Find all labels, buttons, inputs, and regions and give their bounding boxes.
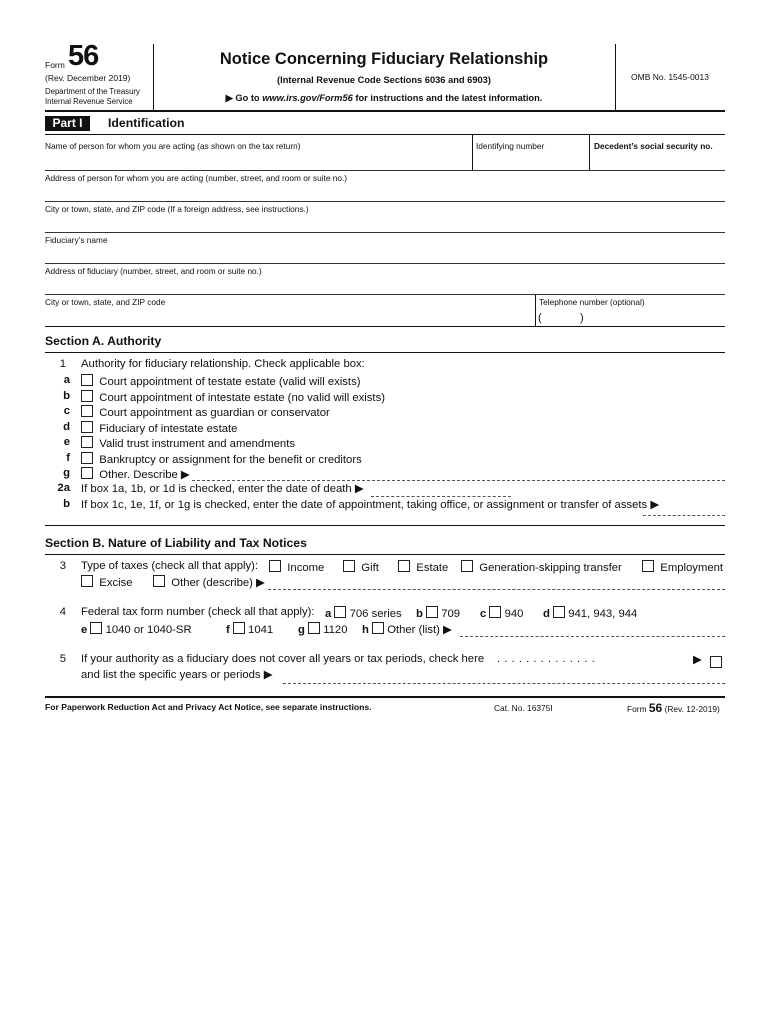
line-1f-letter: f bbox=[66, 451, 70, 464]
form-709-option bbox=[416, 606, 460, 620]
gst-checkbox[interactable] bbox=[461, 560, 473, 572]
form-940-option bbox=[480, 606, 523, 620]
city-input[interactable] bbox=[45, 213, 725, 231]
phone-open-paren: ( bbox=[538, 312, 542, 324]
line-1d-letter: d bbox=[63, 420, 70, 433]
form-709-label: 709 bbox=[441, 608, 461, 620]
excise-option bbox=[81, 575, 133, 589]
goto-prefix: ▶ Go to bbox=[225, 93, 263, 103]
employment-label: Employment bbox=[660, 562, 724, 574]
form-1120-option bbox=[298, 622, 347, 636]
authority-f-label: Bankruptcy or assignment for the benefit or creditors bbox=[99, 453, 362, 466]
line-1-number: 1 bbox=[59, 358, 66, 370]
section-b-title: Section B. Nature of Liability and Tax Notices bbox=[45, 536, 307, 550]
form-941-option bbox=[543, 606, 637, 620]
authority-option-a bbox=[81, 374, 360, 388]
employment-option bbox=[642, 560, 723, 574]
authority-option-f bbox=[81, 452, 362, 466]
telephone-label: Telephone number (optional) bbox=[539, 297, 645, 307]
address-row-rule bbox=[45, 201, 725, 202]
other-form-list-input[interactable] bbox=[460, 624, 725, 637]
phone-area-code-input[interactable] bbox=[545, 308, 578, 325]
other-tax-describe-input[interactable] bbox=[268, 577, 725, 590]
footer-form-number: 56 bbox=[648, 701, 663, 715]
city-row-rule bbox=[45, 232, 725, 233]
omb-number: OMB No. 1545-0013 bbox=[631, 72, 709, 82]
authority-option-e bbox=[81, 436, 295, 450]
years-periods-input[interactable] bbox=[283, 671, 725, 684]
section-b-rule bbox=[45, 554, 725, 555]
authority-g-label: Other. Describe ▶ bbox=[99, 469, 190, 481]
form-1040-checkbox[interactable] bbox=[90, 622, 102, 634]
other-form-checkbox[interactable] bbox=[372, 622, 384, 634]
line-1e-letter: e bbox=[63, 436, 70, 448]
fiduciary-name-input[interactable] bbox=[45, 244, 725, 262]
section-a-rule bbox=[45, 352, 725, 353]
form-1040-option bbox=[81, 622, 192, 636]
estate-label: Estate bbox=[416, 562, 449, 574]
form-title: Notice Concerning Fiduciary Relationship bbox=[219, 50, 549, 68]
form-940-checkbox[interactable] bbox=[489, 606, 501, 618]
line-1g-letter: g bbox=[63, 467, 70, 479]
fiduciary-city-input[interactable] bbox=[45, 306, 533, 325]
form-subtitle: (Internal Revenue Code Sections 6036 and 6903) bbox=[277, 75, 491, 85]
line-5-text-2: and list the specific years or periods ▶ bbox=[81, 669, 273, 681]
address-field-label: Address of person for whom you are acting (number, street, and room or suite no.) bbox=[45, 173, 348, 183]
section-a-title: Section A. Authority bbox=[45, 334, 162, 348]
line-3-text: Type of taxes (check all that apply): bbox=[81, 560, 259, 572]
form-940-label: 940 bbox=[504, 608, 524, 620]
phone-number-input[interactable] bbox=[590, 308, 725, 325]
other-form-letter: h bbox=[362, 624, 369, 636]
authority-f-checkbox[interactable] bbox=[81, 452, 93, 464]
authority-option-c bbox=[81, 405, 330, 419]
line-5-arrow: ▶ bbox=[693, 654, 702, 666]
line-2b-number: b bbox=[63, 498, 70, 510]
form-1120-checkbox[interactable] bbox=[308, 622, 320, 634]
footer-top-rule bbox=[45, 696, 725, 698]
city-phone-divider bbox=[535, 295, 536, 327]
other-form-option bbox=[362, 622, 452, 636]
paperwork-notice: For Paperwork Reduction Act and Privacy Act Notice, see separate instructions. bbox=[45, 702, 372, 712]
other-tax-option bbox=[153, 575, 265, 589]
other-tax-label: Other (describe) ▶ bbox=[171, 577, 265, 589]
form-709-letter: b bbox=[416, 608, 423, 620]
gst-option bbox=[461, 560, 622, 574]
form-1040-letter: e bbox=[81, 624, 88, 636]
fiduciary-address-rule bbox=[45, 294, 725, 295]
date-of-death-input[interactable] bbox=[371, 484, 511, 497]
decedent-ssn-input[interactable] bbox=[591, 148, 725, 168]
line-5-option bbox=[710, 654, 722, 672]
footer-form-rev: (Rev. 12-2019) bbox=[664, 704, 720, 714]
authority-d-label: Fiduciary of intestate estate bbox=[99, 422, 238, 435]
appointment-date-input[interactable] bbox=[643, 503, 725, 516]
form-1120-label: 1120 bbox=[323, 624, 348, 636]
name-id-divider bbox=[472, 135, 473, 170]
gift-checkbox[interactable] bbox=[343, 560, 355, 572]
line-1-text: Authority for fiduciary relationship. Check applicable box: bbox=[81, 358, 365, 370]
form-706-label: 706 series bbox=[349, 608, 402, 620]
header-bottom-rule bbox=[45, 110, 725, 112]
excise-checkbox[interactable] bbox=[81, 575, 93, 587]
goto-suffix: for instructions and the latest information. bbox=[352, 93, 543, 103]
authority-g-checkbox[interactable] bbox=[81, 467, 93, 479]
section-a-bottom-rule bbox=[45, 525, 725, 526]
authority-b-label: Court appointment of intestate estate (no valid will exists) bbox=[99, 391, 385, 404]
income-label: Income bbox=[287, 562, 325, 574]
form-941-label: 941, 943, 944 bbox=[568, 608, 638, 620]
authority-a-checkbox[interactable] bbox=[81, 374, 93, 386]
decedent-ssn-label: Decedent’s social security no. bbox=[594, 141, 713, 151]
authority-c-label: Court appointment as guardian or conservator bbox=[99, 407, 330, 419]
form-1041-option bbox=[226, 622, 273, 636]
revision-date: (Rev. December 2019) bbox=[45, 73, 131, 83]
line-2b-text: If box 1c, 1e, 1f, or 1g is checked, enter the date of appointment, taking office, or assignment or transfer of assets ▶ bbox=[81, 499, 660, 511]
form-941-checkbox[interactable] bbox=[553, 606, 565, 618]
address-input[interactable] bbox=[45, 182, 725, 200]
form-941-letter: d bbox=[543, 608, 550, 620]
line-3-number: 3 bbox=[59, 560, 66, 572]
footer-form-id bbox=[627, 701, 720, 715]
identifying-number-label: Identifying number bbox=[476, 141, 545, 151]
fiduciary-name-label: Fiduciary’s name bbox=[45, 235, 108, 245]
employment-checkbox[interactable] bbox=[642, 560, 654, 572]
id-ssn-divider bbox=[589, 135, 590, 170]
form-1041-checkbox[interactable] bbox=[233, 622, 245, 634]
other-form-label: Other (list) ▶ bbox=[387, 624, 452, 636]
form-1041-letter: f bbox=[226, 624, 230, 636]
identifying-number-input[interactable] bbox=[474, 148, 587, 168]
gift-option bbox=[343, 560, 379, 574]
part-i-rule bbox=[45, 134, 725, 135]
form-1041-label: 1041 bbox=[248, 624, 274, 636]
catalog-number: Cat. No. 16375I bbox=[494, 703, 553, 713]
line-2a-text: If box 1a, 1b, or 1d is checked, enter the date of death ▶ bbox=[81, 483, 364, 495]
authority-c-checkbox[interactable] bbox=[81, 405, 93, 417]
line-5-number: 5 bbox=[59, 653, 66, 665]
line-5-checkbox[interactable] bbox=[710, 656, 722, 668]
instructions-line bbox=[153, 93, 615, 104]
phone-close-paren: ) bbox=[580, 312, 584, 324]
line-1b-letter: b bbox=[63, 389, 70, 402]
part-i-badge: Part I bbox=[45, 116, 90, 131]
form-706-option bbox=[325, 606, 402, 620]
form-word: Form bbox=[45, 60, 65, 70]
fiduciary-address-label: Address of fiduciary (number, street, and room or suite no.) bbox=[45, 266, 262, 276]
department-line1: Department of the Treasury bbox=[45, 87, 140, 96]
fiduciary-address-input[interactable] bbox=[45, 275, 725, 293]
line-2a-number: 2a bbox=[57, 482, 70, 494]
estate-option bbox=[398, 560, 448, 574]
other-describe-input[interactable] bbox=[192, 468, 725, 481]
authority-d-checkbox[interactable] bbox=[81, 421, 93, 433]
income-option bbox=[269, 560, 324, 574]
authority-e-checkbox[interactable] bbox=[81, 436, 93, 448]
gst-label: Generation-skipping transfer bbox=[479, 562, 622, 574]
authority-option-d bbox=[81, 421, 237, 435]
line-5-leader-dots: . . . . . . . . . . . . . . bbox=[497, 653, 596, 665]
fiduciary-city-label: City or town, state, and ZIP code bbox=[45, 297, 166, 307]
form-706-letter: a bbox=[325, 608, 332, 620]
excise-label: Excise bbox=[99, 577, 133, 589]
income-checkbox[interactable] bbox=[269, 560, 281, 572]
name-field-label: Name of person for whom you are acting (as shown on the tax return) bbox=[45, 141, 301, 151]
estate-checkbox[interactable] bbox=[398, 560, 410, 572]
form-706-checkbox[interactable] bbox=[334, 606, 346, 618]
line-5-text: If your authority as a fiduciary does not cover all years or tax periods, check here bbox=[81, 653, 485, 665]
department-line2: Internal Revenue Service bbox=[45, 97, 133, 106]
gift-label: Gift bbox=[361, 562, 379, 574]
authority-option-b bbox=[81, 390, 385, 404]
form-709-checkbox[interactable] bbox=[426, 606, 438, 618]
footer-form-word: Form bbox=[627, 704, 647, 714]
line-4-text: Federal tax form number (check all that apply): bbox=[81, 606, 315, 618]
form-940-letter: c bbox=[480, 608, 487, 620]
name-input[interactable] bbox=[45, 148, 470, 168]
authority-a-label: Court appointment of testate estate (valid will exists) bbox=[99, 376, 361, 388]
line-4-number: 4 bbox=[59, 606, 66, 618]
fiduciary-name-rule bbox=[45, 263, 725, 264]
form-number: 56 bbox=[68, 40, 99, 72]
form-1040-label: 1040 or 1040-SR bbox=[105, 624, 192, 636]
name-row-rule bbox=[45, 170, 725, 171]
city-field-label: City or town, state, and ZIP code (If a foreign address, see instructions.) bbox=[45, 204, 309, 214]
authority-option-g bbox=[81, 467, 190, 481]
authority-e-label: Valid trust instrument and amendments bbox=[99, 438, 295, 450]
other-tax-checkbox[interactable] bbox=[153, 575, 165, 587]
part-i-bottom-rule bbox=[45, 326, 725, 327]
line-1c-letter: c bbox=[63, 405, 70, 417]
part-i-title: Identification bbox=[108, 116, 185, 130]
form-1120-letter: g bbox=[298, 624, 305, 636]
authority-b-checkbox[interactable] bbox=[81, 390, 93, 402]
line-1a-letter: a bbox=[63, 374, 70, 386]
irs-link[interactable]: www.irs.gov/Form56 bbox=[262, 93, 353, 103]
